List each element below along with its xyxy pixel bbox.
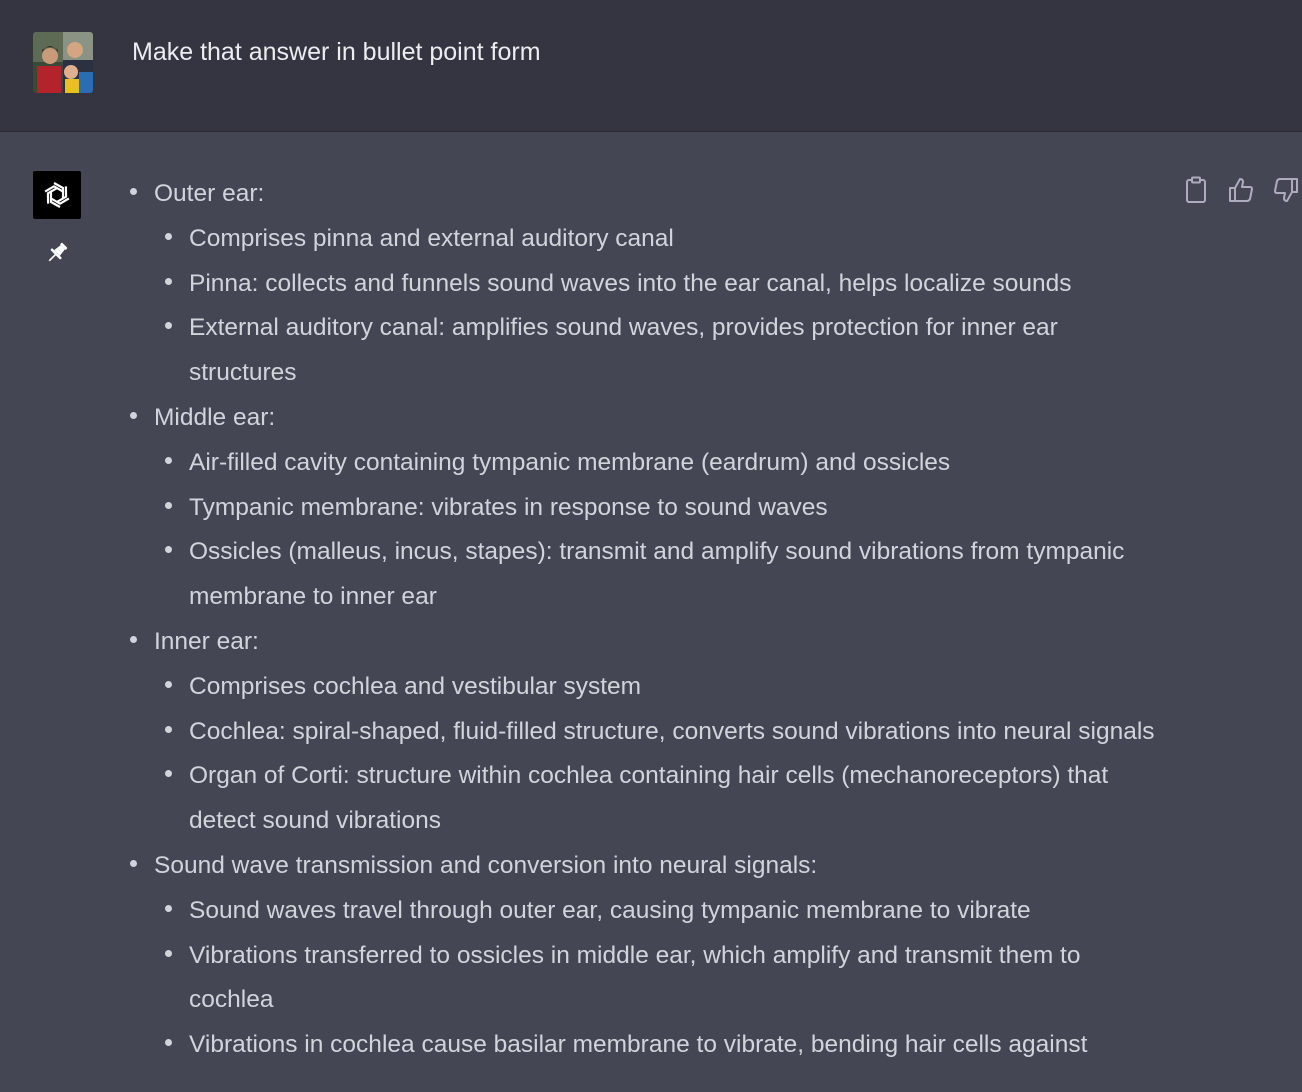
pin-icon[interactable] [43, 239, 71, 267]
section-heading: Outer ear: [154, 180, 265, 207]
list-item-middle-ear [130, 396, 1170, 620]
list-item: Vibrations in cochlea cause basilar membrane to vibrate, bending hair cells against [189, 1023, 1170, 1068]
thumbs-down-button[interactable] [1270, 174, 1301, 205]
list-item: Sound waves travel through outer ear, causing tympanic membrane to vibrate [189, 889, 1170, 934]
list-item: Comprises cochlea and vestibular system [189, 665, 1170, 710]
list-item: Cochlea: spiral-shaped, fluid-filled structure, converts sound vibrations into neural signals [189, 710, 1170, 755]
sub-list [154, 441, 1170, 620]
list-item: Comprises pinna and external auditory canal [189, 217, 1170, 262]
copy-button[interactable] [1180, 174, 1211, 205]
list-item: External auditory canal: amplifies sound waves, provides protection for inner ear structures [189, 306, 1170, 396]
assistant-response [130, 172, 1170, 1068]
list-item: Vibrations transferred to ossicles in middle ear, which amplify and transmit them to cochlea [189, 934, 1170, 1024]
list-item-inner-ear [130, 620, 1170, 844]
list-item: Tympanic membrane: vibrates in response to sound waves [189, 486, 1170, 531]
user-message-text: Make that answer in bullet point form [132, 38, 541, 66]
section-heading: Inner ear: [154, 627, 259, 655]
sub-list [154, 665, 1170, 844]
list-item-sound-transmission [130, 844, 1170, 1068]
list-item: Pinna: collects and funnels sound waves into the ear canal, helps localize sounds [189, 262, 1170, 307]
thumbs-up-button[interactable] [1225, 174, 1256, 205]
list-item: Organ of Corti: structure within cochlea containing hair cells (mechanoreceptors) that detect sound vibrations [189, 754, 1170, 844]
user-message-row [0, 0, 1302, 132]
clipboard-icon [1184, 176, 1208, 204]
section-heading: Sound wave transmission and conversion into neural signals: [154, 851, 818, 879]
response-list [130, 172, 1170, 1068]
user-avatar [33, 32, 93, 93]
message-actions [1180, 174, 1301, 205]
thumbs-up-icon [1227, 176, 1255, 204]
list-item: Air-filled cavity containing tympanic membrane (eardrum) and ossicles [189, 441, 1170, 486]
list-item: Ossicles (malleus, incus, stapes): transmit and amplify sound vibrations from tympanic membrane to inner ear [189, 530, 1170, 620]
openai-logo-icon [33, 171, 81, 219]
thumbs-down-icon [1272, 176, 1300, 204]
sub-list [154, 217, 1170, 396]
section-heading: Middle ear: [154, 403, 276, 431]
list-item-outer-ear [130, 172, 1170, 396]
assistant-message-row [0, 132, 1302, 1092]
sub-list [154, 889, 1170, 1068]
